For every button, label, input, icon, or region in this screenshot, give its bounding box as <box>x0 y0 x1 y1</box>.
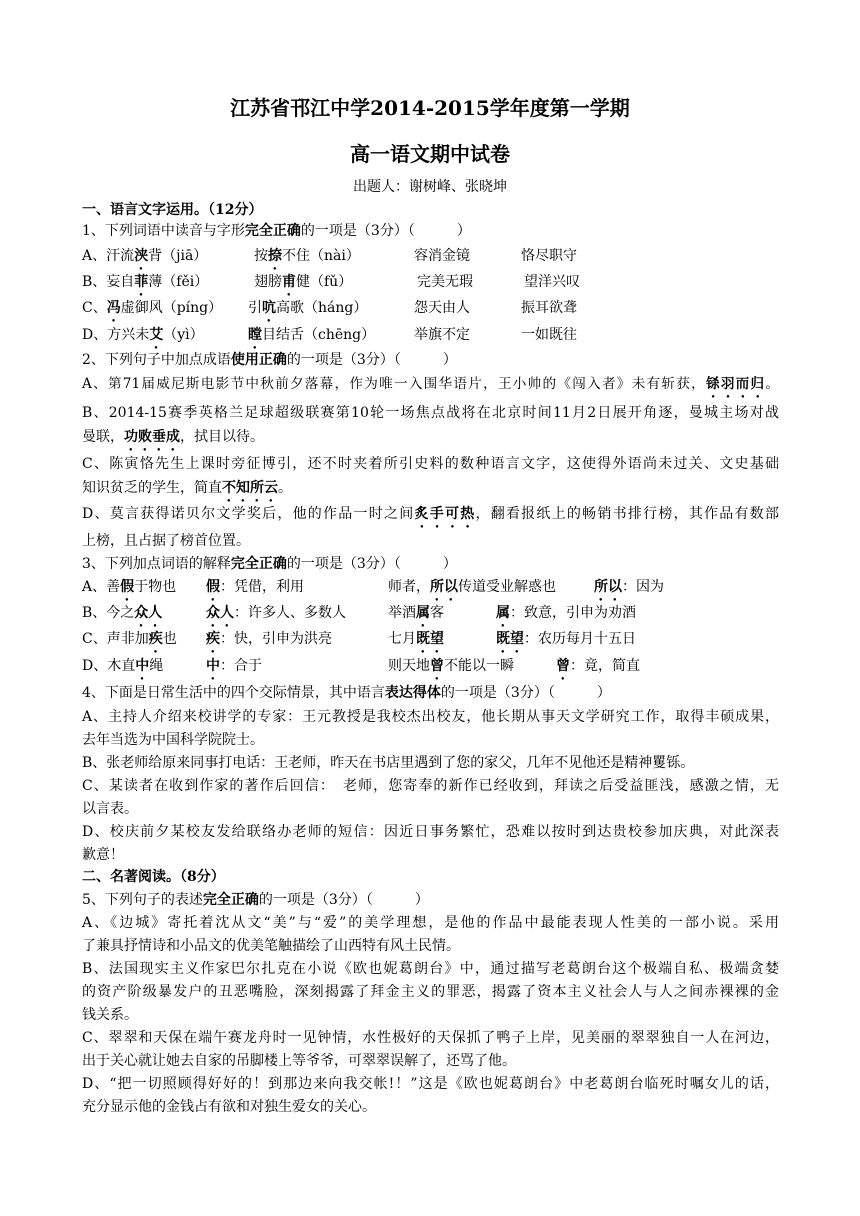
q5-option-a-line-1: A、《边城》寄托着沈从文“美”与“爱”的美学理想，是他的作品中最能表现人性美的一部小说。采用 <box>82 915 779 931</box>
q3-c-item-2: 疾：快，引申为洪亮 <box>206 631 332 647</box>
question-4-stem: 4、下面是日常生活中的四个交际情景，其中语言表达得体的一项是（3分）（ ） <box>82 685 611 701</box>
q5-option-b-line-3: 钱关系。 <box>82 1007 138 1023</box>
q2-option-b-line-2: 曼联，功败垂成，拭目以待。 <box>82 429 264 445</box>
question-3-stem: 3、下列加点词语的解释完全正确的一项是（3分）（ ） <box>82 556 457 572</box>
q3-b-item-4: 属：致意，引申为劝酒 <box>496 605 636 621</box>
q4-option-c-line-1: C、某读者在收到作家的著作后回信： 老师，您寄奉的新作已经收到，拜读之后受益匪浅，感激之情，无 <box>82 778 779 794</box>
q3-a-item-2: 假：凭借，利用 <box>206 579 304 595</box>
q1-d-item-4: 一如既往 <box>521 327 577 343</box>
question-2-stem: 2、下列句子中加点成语使用正确的一项是（3分）（ ） <box>82 352 457 368</box>
q3-d-item-3: 则天地曾不能以一瞬 <box>388 658 514 674</box>
q3-c-item-4: 既望：农历每月十五日 <box>496 631 636 647</box>
q1-d-item-3: 举旗不定 <box>414 327 470 343</box>
q3-a-item-1: A、善假于物也 <box>82 579 177 595</box>
question-1-stem: 1、下列词语中读音与字形完全正确的一项是（3分）（ ） <box>82 223 471 239</box>
q4-option-d-line-1: D、校庆前夕某校友发给联络办老师的短信：因近日事务繁忙，恐难以按时到达贵校参加庆典，对此深表 <box>82 824 779 840</box>
section-1-heading: 一、语言文字运用。（12分） <box>82 202 263 218</box>
q5-option-b-line-2: 的资产阶级暴发户的丑恶嘴脸，深刻揭露了拜金主义的罪恶，揭露了资本主义社会人与人之间赤裸裸的金 <box>82 984 779 1000</box>
q4-option-d-line-2: 歉意！ <box>82 847 124 863</box>
q3-d-item-4: 曾：竟，简直 <box>556 658 640 674</box>
q1-c-item-2: 引吭高歌（háng） <box>248 300 368 316</box>
q3-c-item-1: C、声非加疾也 <box>82 631 177 647</box>
q3-a-item-4: 所以：因为 <box>594 579 664 595</box>
exam-paper-title: 高一语文期中试卷 <box>350 142 510 166</box>
q1-c-item-1: C、冯虚御风（píng） <box>82 300 223 316</box>
q5-option-a-line-2: 了兼具抒情诗和小品文的优美笔触描绘了山西特有风土民情。 <box>82 938 460 954</box>
q3-d-item-2: 中：合于 <box>206 658 262 674</box>
q2-option-c-line-2: 知识贫乏的学生，简直不知所云。 <box>82 480 292 496</box>
q1-b-item-4: 望洋兴叹 <box>524 274 580 290</box>
q3-b-item-1: B、今之众人 <box>82 605 163 621</box>
exam-authors: 出题人：谢树峰、张晓坤 <box>353 179 507 195</box>
q3-d-item-1: D、木直中绳 <box>82 658 164 674</box>
q3-b-item-3: 举酒属客 <box>388 605 444 621</box>
q1-c-item-3: 怨天由人 <box>414 300 470 316</box>
q1-d-item-2: 瞠目结舌（chēng） <box>248 327 376 343</box>
q1-b-item-1: B、妄自菲薄（fěi） <box>82 274 209 290</box>
q2-option-d-line-2: 上榜，且占据了榜首位置。 <box>82 533 250 549</box>
q1-b-item-3: 完美无瑕 <box>417 274 473 290</box>
q3-b-item-2: 众人：许多人、多数人 <box>206 605 346 621</box>
q4-option-a-line-1: A、主持人介绍来校讲学的专家：王元教授是我校杰出校友，他长期从事天文学研究工作，取得丰硕成果， <box>82 709 779 725</box>
q1-a-item-1: A、汗流浃背（jiā） <box>82 248 208 264</box>
q3-c-item-3: 七月既望 <box>388 631 444 647</box>
q1-d-item-1: D、方兴未艾（yì） <box>82 327 204 343</box>
q1-b-item-2: 翅膀甫健（fǔ） <box>254 274 353 290</box>
q2-option-a: A、第71届威尼斯电影节中秋前夕落幕，作为唯一入围华语片，王小帅的《闯入者》未有斩获，铩羽而归。 <box>82 376 779 392</box>
q2-option-b-line-1: B、2014-15赛季英格兰足球超级联赛第10轮一场焦点战将在北京时间11月2日展开角逐，曼城主场对战 <box>82 405 779 421</box>
section-2-heading: 二、名著阅读。（8分） <box>82 869 225 885</box>
q1-a-item-2: 按捺不住（nài） <box>254 248 360 264</box>
q3-a-item-3: 师者，所以传道受业解惑也 <box>388 579 556 595</box>
q1-a-item-4: 恪尽职守 <box>521 248 577 264</box>
question-5-stem: 5、下列句子的表述完全正确的一项是（3分）（ ） <box>82 892 429 908</box>
q4-option-a-line-2: 去年当选为中国科学院院士。 <box>82 732 264 748</box>
q2-option-d-line-1: D、莫言获得诺贝尔文学奖后，他的作品一时之间炙手可热，翻看报纸上的畅销书排行榜，其作品有数部 <box>82 506 780 522</box>
exam-school-title: 江苏省邗江中学2014-2015学年度第一学期 <box>230 96 630 120</box>
q5-option-b-line-1: B、法国现实主义作家巴尔扎克在小说《欧也妮葛朗台》中，通过描写老葛朗台这个极端自私、极端贪婪 <box>82 961 779 977</box>
q5-option-c-line-2: 出于关心就让她去自家的吊脚楼上等爷爷，可翠翠误解了，还骂了他。 <box>82 1053 516 1069</box>
q1-c-item-4: 振耳欲聋 <box>521 300 577 316</box>
q5-option-c-line-1: C、翠翠和天保在端午赛龙舟时一见钟情，水性极好的天保抓了鸭子上岸，见美丽的翠翠独自一人在河边， <box>82 1030 779 1046</box>
q4-option-b: B、张老师给原来同事打电话：王老师，昨天在书店里遇到了您的家父，几年不见他还是精神矍铄。 <box>82 755 695 771</box>
q4-option-c-line-2: 以言表。 <box>82 801 138 817</box>
q5-option-d-line-2: 充分显示他的金钱占有欲和对独生爱女的关心。 <box>82 1099 376 1115</box>
q2-option-c-line-1: C、陈寅恪先生上课时旁征博引，还不时夹着所引史料的数种语言文字，这使得外语尚未过关、文史基础 <box>82 456 779 472</box>
q5-option-d-line-1: D、“把一切照顾得好好的！到那边来向我交帐!！”这是《欧也妮葛朗台》中老葛朗台临死时嘱女儿的话， <box>82 1076 779 1092</box>
q1-a-item-3: 容消金镜 <box>414 248 470 264</box>
